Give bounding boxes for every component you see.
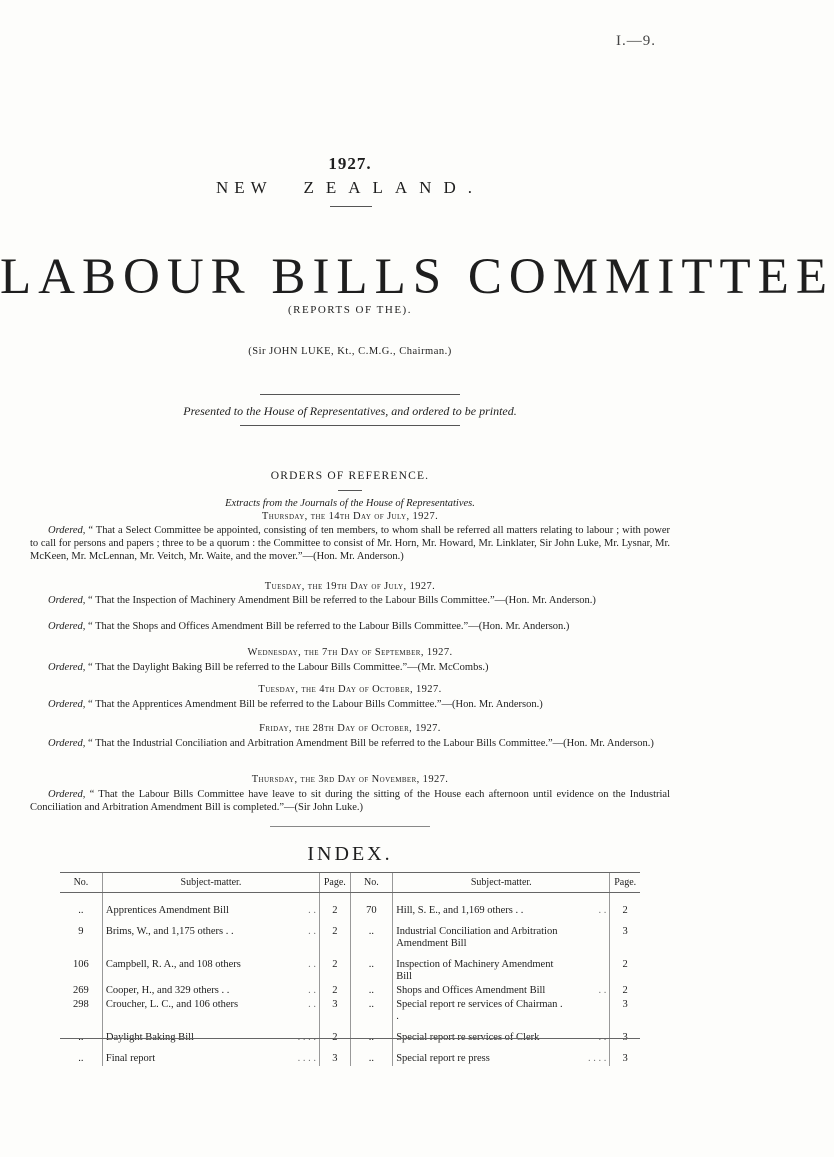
index-header-row (60, 873, 640, 893)
short-rule (330, 206, 372, 207)
index-page: 3 (320, 1045, 351, 1066)
ordered-label: Ordered, (48, 738, 86, 749)
index-leader: . . (598, 985, 607, 996)
index-table (60, 872, 640, 1066)
header-subject: Subject-matter. (102, 873, 319, 893)
page-reference: I.—9. (616, 33, 656, 49)
index-subject: Croucher, L. C., and 106 others (102, 998, 276, 1024)
index-subject: Industrial Conciliation and Arbitration Amendment Bill (393, 918, 567, 951)
index-no: .. (78, 905, 84, 916)
ordered-label: Ordered, (48, 621, 86, 632)
index-row (60, 1045, 640, 1066)
orders-heading: ORDERS OF REFERENCE. (270, 470, 430, 482)
header-page: Page. (320, 873, 351, 893)
presented-line: Presented to the House of Representatives, and ordered to be printed. (183, 404, 517, 418)
index-leader: . . (598, 905, 607, 916)
country-word-zealand: ZEALAND. (303, 178, 484, 197)
index-page: 3 (320, 998, 351, 1024)
order-paragraph (30, 594, 670, 607)
index-page: 2 (320, 918, 351, 951)
index-no: .. (350, 918, 393, 951)
index-no (60, 1024, 102, 1045)
index-row (60, 984, 640, 998)
order-text: “ That the Inspection of Machinery Amendment Bill be referred to the Labour Bills Committee.”—(Hon. Mr. Anderson.) (85, 595, 596, 606)
index-page: 3 (610, 1045, 640, 1066)
order-text: “ That the Apprentices Amendment Bill be referred to the Labour Bills Committee.”—(Hon. Mr. Anderson.) (85, 699, 543, 710)
document-title: LABOUR BILLS COMMITTEE (0, 249, 834, 305)
order-paragraph (30, 524, 670, 563)
index-no: 269 (73, 985, 89, 996)
country-word-new: NEW (216, 178, 273, 197)
index-leader: . . . . (587, 1053, 607, 1064)
index-page: 2 (610, 984, 640, 998)
index-no: 70 (350, 893, 393, 919)
entry-date: Thursday, the 3rd Day of November, 1927. (251, 774, 449, 785)
order-paragraph (30, 788, 670, 814)
index-no (350, 1024, 393, 1045)
entry-date: Tuesday, the 4th Day of October, 1927. (258, 684, 442, 695)
ordered-label: Ordered, (48, 525, 86, 536)
index-subject: Special report re services of Chairman . . (393, 998, 567, 1024)
header-no: No. (350, 873, 393, 893)
ordered-label: Ordered, (48, 662, 86, 673)
entry-date: Thursday, the 14th Day of July, 1927. (261, 511, 439, 522)
order-paragraph (30, 737, 670, 750)
index-row (60, 1024, 640, 1045)
entry-date: Wednesday, the 7th Day of September, 1927. (247, 647, 453, 658)
index-no: .. (350, 984, 393, 998)
index-page: 3 (610, 918, 640, 951)
order-text: “ That the Shops and Offices Amendment Bill be referred to the Labour Bills Committee.”—(Hon. Mr. Anderson.) (85, 621, 570, 632)
index-no: .. (350, 1045, 393, 1066)
index-row (60, 951, 640, 984)
index-subject: Apprentices Amendment Bill (102, 893, 276, 919)
index-leader (567, 998, 610, 1024)
index-leader: . . (308, 959, 317, 970)
index-leader (567, 951, 610, 984)
index-subject (393, 1024, 567, 1045)
index-subject: Cooper, H., and 329 others . . (102, 984, 276, 998)
document-subtitle: (REPORTS OF THE). (288, 304, 412, 316)
order-paragraph (30, 620, 670, 633)
index-no: 298 (73, 999, 89, 1010)
index-row (60, 918, 640, 951)
header-subject: Subject-matter. (393, 873, 610, 893)
index-page: 2 (610, 951, 640, 984)
ordered-label: Ordered, (48, 699, 86, 710)
entry-date: Tuesday, the 19th Day of July, 1927. (264, 581, 436, 592)
index-page: 3 (610, 998, 640, 1024)
index-heading: INDEX. (307, 843, 393, 865)
order-text: “ That the Labour Bills Committee have leave to sit during the sitting of the House each afternoon until evidence on the Industrial Conciliation and Arbitration Amendment Bill is completed.”—(Sir John Luke.) (30, 789, 670, 813)
index-bottom-rule (60, 1038, 640, 1039)
entry-date: Friday, the 28th Day of October, 1927. (259, 723, 441, 734)
index-page (610, 1024, 640, 1045)
extracts-line: Extracts from the Journals of the House of Representatives. (225, 498, 475, 509)
index-leader: . . (308, 985, 317, 996)
order-text: “ That a Select Committee be appointed, consisting of ten members, to whom shall be referred all matters relating to labour ; with power to call for persons and papers ; three to be a quorum : the Committee to consist of Mr. Horn, Mr. Howard, Mr. Linklater, Sir John Luke, Mr. Lysnar, Mr. McKeen, Mr. McLennan, Mr. Veitch, Mr. Waite, and the mover.”—(Hon. Mr. Anderson.) (30, 525, 670, 562)
index-subject (102, 1024, 276, 1045)
index-leader (567, 1024, 610, 1045)
index-page: 2 (320, 984, 351, 998)
document-year: 1927. (328, 154, 372, 173)
ordered-label: Ordered, (48, 789, 86, 800)
order-paragraph (30, 698, 670, 711)
index-subject: Campbell, R. A., and 108 others (102, 951, 276, 984)
ordered-label: Ordered, (48, 595, 86, 606)
index-no: .. (78, 1053, 84, 1064)
index-page: 2 (320, 893, 351, 919)
header-page: Page. (610, 873, 640, 893)
index-subject: Brims, W., and 1,175 others . . (102, 918, 276, 951)
order-text: “ That the Daylight Baking Bill be referred to the Labour Bills Committee.”—(Mr. McCombs.) (85, 662, 489, 673)
index-subject: Hill, S. E., and 1,169 others . . (393, 893, 567, 919)
index-no: 9 (78, 926, 84, 937)
index-page: 2 (320, 951, 351, 984)
country-heading (0, 178, 700, 198)
order-paragraph (30, 661, 670, 674)
index-no: .. (350, 951, 393, 984)
index-subject: Shops and Offices Amendment Bill (393, 984, 567, 998)
index-page: 2 (610, 893, 640, 919)
index-subject: Inspection of Machinery Amendment Bill (393, 951, 567, 984)
header-no: No. (60, 873, 102, 893)
index-page (320, 1024, 351, 1045)
rule-above-presented (260, 394, 460, 395)
index-leader: . . (308, 905, 317, 916)
index-leader: . . (308, 999, 317, 1010)
index-no: .. (350, 998, 393, 1024)
index-leader: . . (308, 926, 317, 937)
index-leader (567, 918, 610, 951)
rule-below-presented (240, 425, 460, 426)
index-subject: Special report re press (393, 1045, 567, 1066)
index-no: 106 (73, 959, 89, 970)
order-text: “ That the Industrial Conciliation and Arbitration Amendment Bill be referred to the Labour Bills Committee.”—(Hon. Mr. Anderson.) (85, 738, 654, 749)
rule-above-index (270, 826, 430, 827)
index-row (60, 893, 640, 919)
index-leader: . . . . (297, 1053, 317, 1064)
chairman-line: (Sir JOHN LUKE, Kt., C.M.G., Chairman.) (248, 346, 452, 357)
orders-rule (338, 490, 362, 491)
index-leader (277, 1024, 320, 1045)
index-row (60, 998, 640, 1024)
index-subject: Final report (102, 1045, 276, 1066)
